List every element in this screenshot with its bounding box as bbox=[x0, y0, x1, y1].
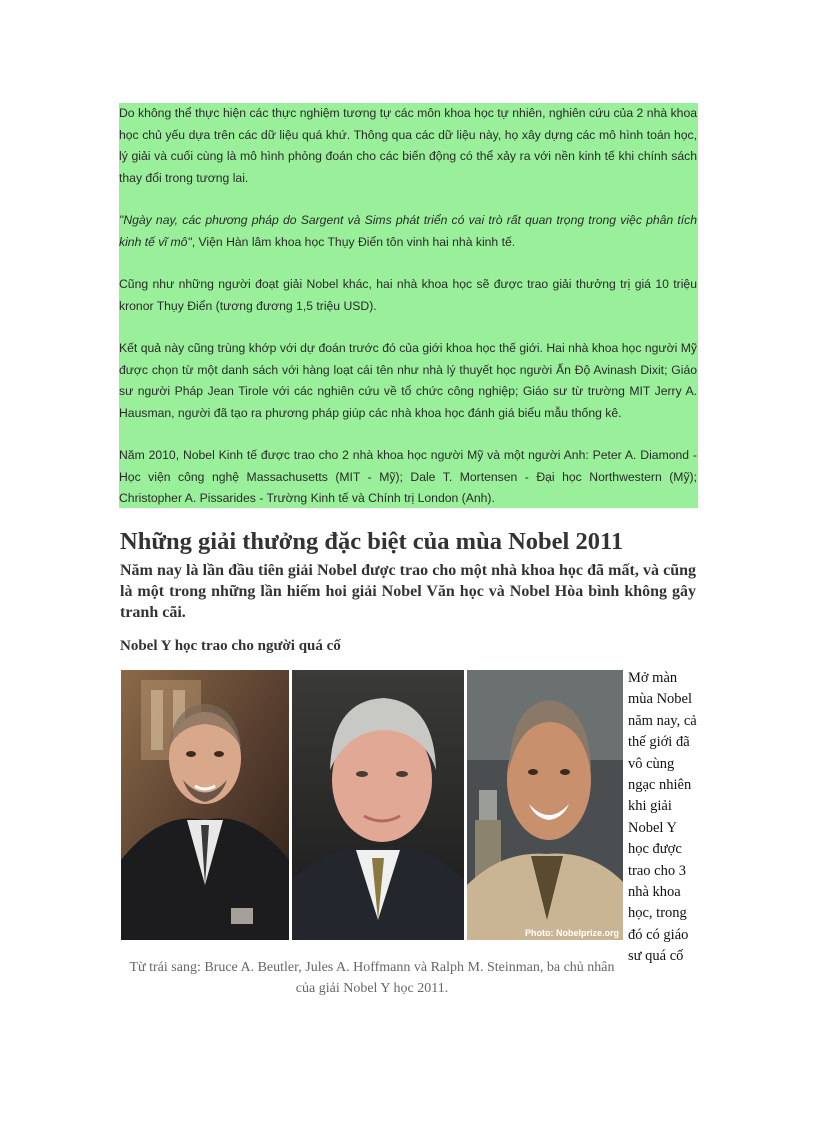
laureates-photo bbox=[121, 670, 623, 940]
quote-italic: "Ngày nay, các phương pháp do Sargent và Sims phát triển có vai trò rất quan trọng trong việc phân tích kinh tế vĩ mô" bbox=[119, 213, 697, 249]
article-paragraph-4: Năm 2010, Nobel Kinh tế được trao cho 2 nhà khoa học người Mỹ và một người Anh: Peter A. Diamond - Học viện công nghệ Massachusetts (MIT - Mỹ); Dale T. Mortensen - Đại học Northwestern (Mỹ); Christopher A. Pissarides - Trường Kinh tế và Chính trị London (Anh). bbox=[119, 448, 697, 505]
article-paragraph-2: Cũng như những người đoạt giải Nobel khác, hai nhà khoa học sẽ được trao giải thưởng trị giá 10 triệu kronor Thụy Điển (tương đương 1,5 triệu USD). bbox=[119, 277, 697, 313]
photo-caption: Từ trái sang: Bruce A. Beutler, Jules A. Hoffmann và Ralph M. Steinman, ba chủ nhân của giải Nobel Y học 2011. bbox=[129, 960, 615, 996]
section-heading: Những giải thưởng đặc biệt của mùa Nobel 2011 bbox=[120, 528, 624, 555]
portrait-beutler bbox=[121, 670, 289, 940]
section-subheading: Nobel Y học trao cho người quá cố bbox=[120, 638, 341, 654]
photo-credit: Photo: Nobelprize.org bbox=[525, 928, 619, 938]
portrait-steinman-image bbox=[467, 670, 623, 940]
portrait-hoffmann bbox=[292, 670, 464, 940]
article-paragraph-3: Kết quả này cũng trùng khớp với dự đoán trước đó của giới khoa học thế giới. Hai nhà khoa học người Mỹ được chọn từ một danh sách với hàng loạt cái tên như nhà lý thuyết học người Ấn Độ Avinash Dixit; Giáo sư người Pháp Jean Tirole với các nghiên cứu về tổ chức công nghiệp; Giáo sư từ trường MIT Jerry A. Hausman, người đã tạo ra phương pháp giúp các nhà khoa học đánh giá biểu mẫu thống kê. bbox=[119, 341, 697, 420]
side-column-text: Mở màn mùa Nobel năm nay, cả thế giới đã vô cùng ngạc nhiên khi giải Nobel Y học được trao cho 3 nhà khoa học, trong đó có giáo sư quá cố bbox=[628, 670, 697, 965]
portrait-beutler-image bbox=[121, 670, 289, 940]
article-paragraph-1: Do không thể thực hiện các thực nghiệm tương tự các môn khoa học tự nhiên, nghiên cứu của 2 nhà khoa học chủ yếu dựa trên các dữ liệu quá khứ. Thông qua các dữ liệu này, họ xây dựng các mô hình toán học, lý giải và cuối cùng là mô hình phỏng đoán cho các biến động có thể xảy ra với nền kinh tế khi chính sách thay đổi trong tương lai. bbox=[119, 106, 697, 185]
highlighted-article-block bbox=[119, 103, 698, 508]
portrait-hoffmann-image bbox=[292, 670, 464, 940]
section-lede: Năm nay là lần đầu tiên giải Nobel được trao cho một nhà khoa học đã mất, và cũng là một trong những lần hiếm hoi giải Nobel Văn học và Nobel Hòa bình không gây tranh cãi. bbox=[120, 562, 696, 621]
portrait-steinman bbox=[467, 670, 623, 940]
article-quote-paragraph bbox=[119, 210, 697, 253]
quote-attribution: , Viện Hàn lâm khoa học Thụy Điển tôn vinh hai nhà kinh tế. bbox=[191, 234, 516, 249]
